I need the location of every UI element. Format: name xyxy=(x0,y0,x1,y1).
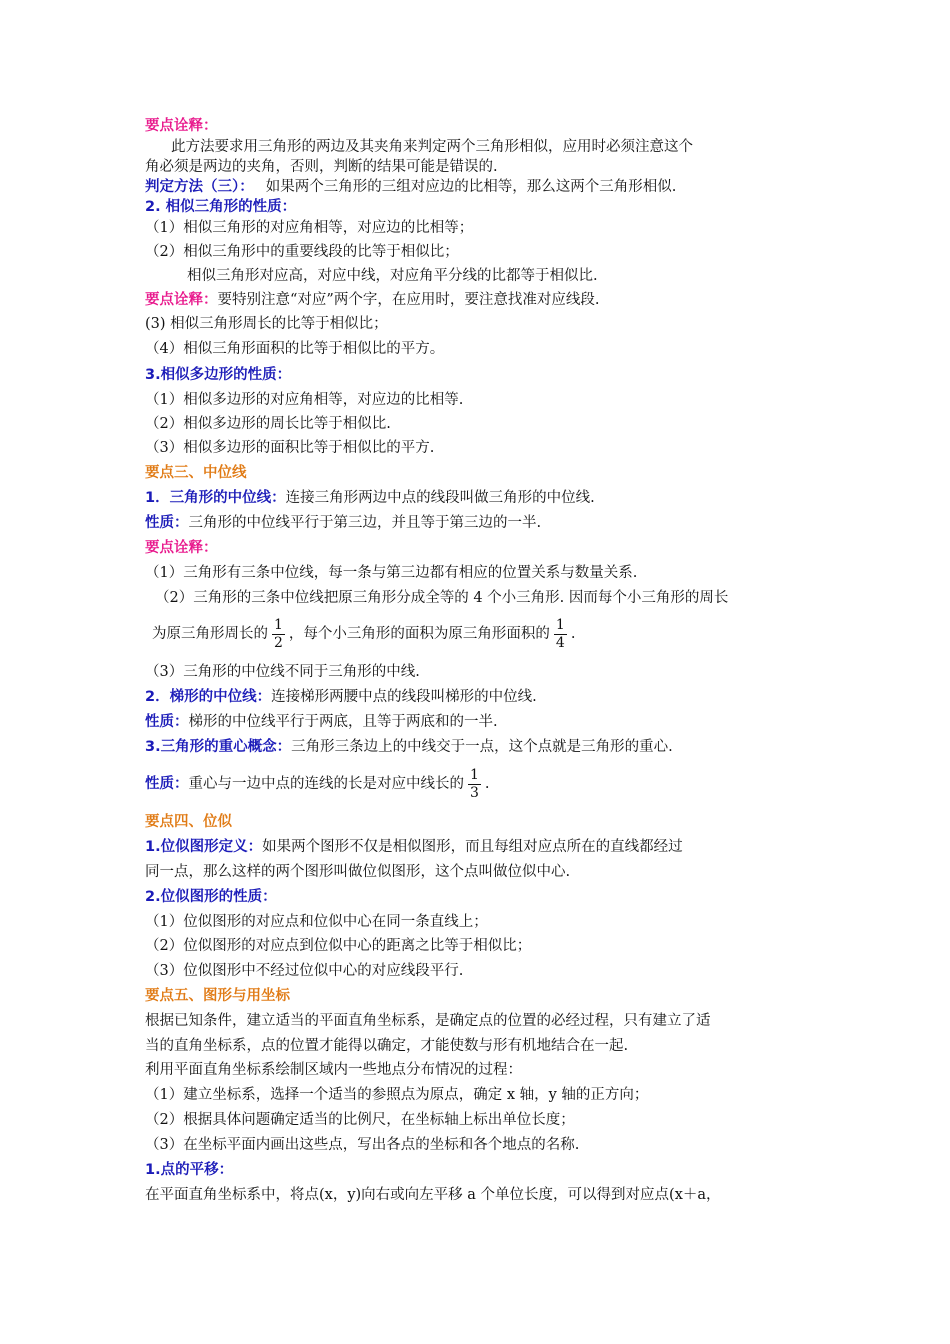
list-item: （1）三角形有三条中位线，每一条与第三边都有相应的位置关系与数量关系. xyxy=(145,565,638,581)
fraction-one-half: $\frac{1}{2}$ xyxy=(274,616,283,651)
definition-line: 2．梯形的中位线：连接梯形两腰中点的线段叫梯形的中位线. xyxy=(145,689,537,705)
list-item: （2）位似图形的对应点到位似中心的距离之比等于相似比； xyxy=(145,938,532,954)
list-item: （1）相似多边形的对应角相等，对应边的比相等. xyxy=(145,392,464,408)
section-heading: 3.相似多边形的性质： xyxy=(145,367,292,383)
list-item: （3）位似图形中不经过位似中心的对应线段平行. xyxy=(145,963,464,979)
fraction-one-third: $\frac{1}{3}$ xyxy=(470,766,479,801)
section-heading: 2. 相似三角形的性质： xyxy=(145,199,297,215)
list-item: （1）位似图形的对应点和位似中心在同一条直线上； xyxy=(145,914,488,930)
list-item: （2）根据具体问题确定适当的比例尺，在坐标轴上标出单位长度； xyxy=(145,1112,575,1128)
definition-line: 1.位似图形定义：如果两个图形不仅是相似图形，而且每组对应点所在的直线都经过 xyxy=(145,839,683,855)
paragraph-line: 利用平面直角坐标系绘制区域内一些地点分布情况的过程： xyxy=(145,1062,522,1078)
paragraph-line: 角必须是两边的夹角，否则，判断的结果可能是错误的. xyxy=(145,159,498,175)
list-item: （2）相似三角形中的重要线段的比等于相似比； xyxy=(145,244,459,260)
paragraph-line: 根据已知条件，建立适当的平面直角坐标系，是确定点的位置的必经过程，只有建立了适 xyxy=(145,1013,711,1029)
list-item: （2）相似多边形的周长比等于相似比. xyxy=(145,416,391,432)
section-title: 要点三、中位线 xyxy=(145,465,247,481)
section-title: 要点五、图形与用坐标 xyxy=(145,988,290,1004)
paragraph-line: 同一点，那么这样的两个图形叫做位似图形，这个点叫做位似中心. xyxy=(145,864,571,880)
section-heading: 2.位似图形的性质： xyxy=(145,889,277,905)
list-item: （1）相似三角形的对应角相等，对应边的比相等； xyxy=(145,220,474,236)
note-line: 要点诠释：要特别注意“对应”两个字，在应用时，要注意找准对应线段. xyxy=(145,292,600,308)
paragraph-line: 此方法要求用三角形的两边及其夹角来判定两个三角形相似，应用时必须注意这个 xyxy=(171,139,693,155)
method-three: 判定方法（三）： 如果两个三角形的三组对应边的比相等，那么这两个三角形相似. xyxy=(145,179,677,195)
list-item: （3）三角形的中位线不同于三角形的中线. xyxy=(145,664,420,680)
definition-line: 1．三角形的中位线：连接三角形两边中点的线段叫做三角形的中位线. xyxy=(145,490,595,506)
list-item: （1）建立坐标系，选择一个适当的参照点为原点，确定 x 轴，y 轴的正方向； xyxy=(145,1087,649,1103)
list-item: （3）相似多边形的面积比等于相似比的平方. xyxy=(145,440,435,456)
list-item: (3) 相似三角形周长的比等于相似比； xyxy=(145,316,388,332)
fraction-one-quarter: $\frac{1}{4}$ xyxy=(555,616,565,651)
property-line: 性质：梯形的中位线平行于两底，且等于两底和的一半. xyxy=(145,714,498,730)
fraction-line: 性质：重心与一边中点的连线的长是对应中线长的 $\frac{1}{3}$ . xyxy=(145,766,490,801)
list-item: （3）在坐标平面内画出这些点，写出各点的坐标和各个地点的名称. xyxy=(145,1137,580,1153)
note-heading: 要点诠释： xyxy=(145,540,218,556)
section-heading: 1.点的平移： xyxy=(145,1162,234,1178)
property-line: 性质：三角形的中位线平行于第三边，并且等于第三边的一半. xyxy=(145,515,542,531)
section-title: 要点四、位似 xyxy=(145,814,232,830)
fraction-line: 为原三角形周长的 $\frac{1}{2}$ ，每个小三角形的面积为原三角形面积的 $\frac{1}{4}$ . xyxy=(152,616,576,651)
definition-line: 3.三角形的重心概念：三角形三条边上的中线交于一点，这个点就是三角形的重心. xyxy=(145,739,673,755)
list-item: （2）三角形的三条中位线把原三角形分成全等的 4 个小三角形. 因而每个小三角形的周长 xyxy=(155,590,729,606)
note-heading: 要点诠释： xyxy=(145,118,218,134)
list-item: 相似三角形对应高，对应中线，对应角平分线的比都等于相似比. xyxy=(187,268,598,284)
list-item: （4）相似三角形面积的比等于相似比的平方。 xyxy=(145,341,445,357)
paragraph-line: 当的直角坐标系，点的位置才能得以确定，才能使数与形有机地结合在一起. xyxy=(145,1038,629,1054)
paragraph-line: 在平面直角坐标系中，将点(x，y)向右或向左平移 a 个单位长度，可以得到对应点(x＋a， xyxy=(145,1187,721,1203)
